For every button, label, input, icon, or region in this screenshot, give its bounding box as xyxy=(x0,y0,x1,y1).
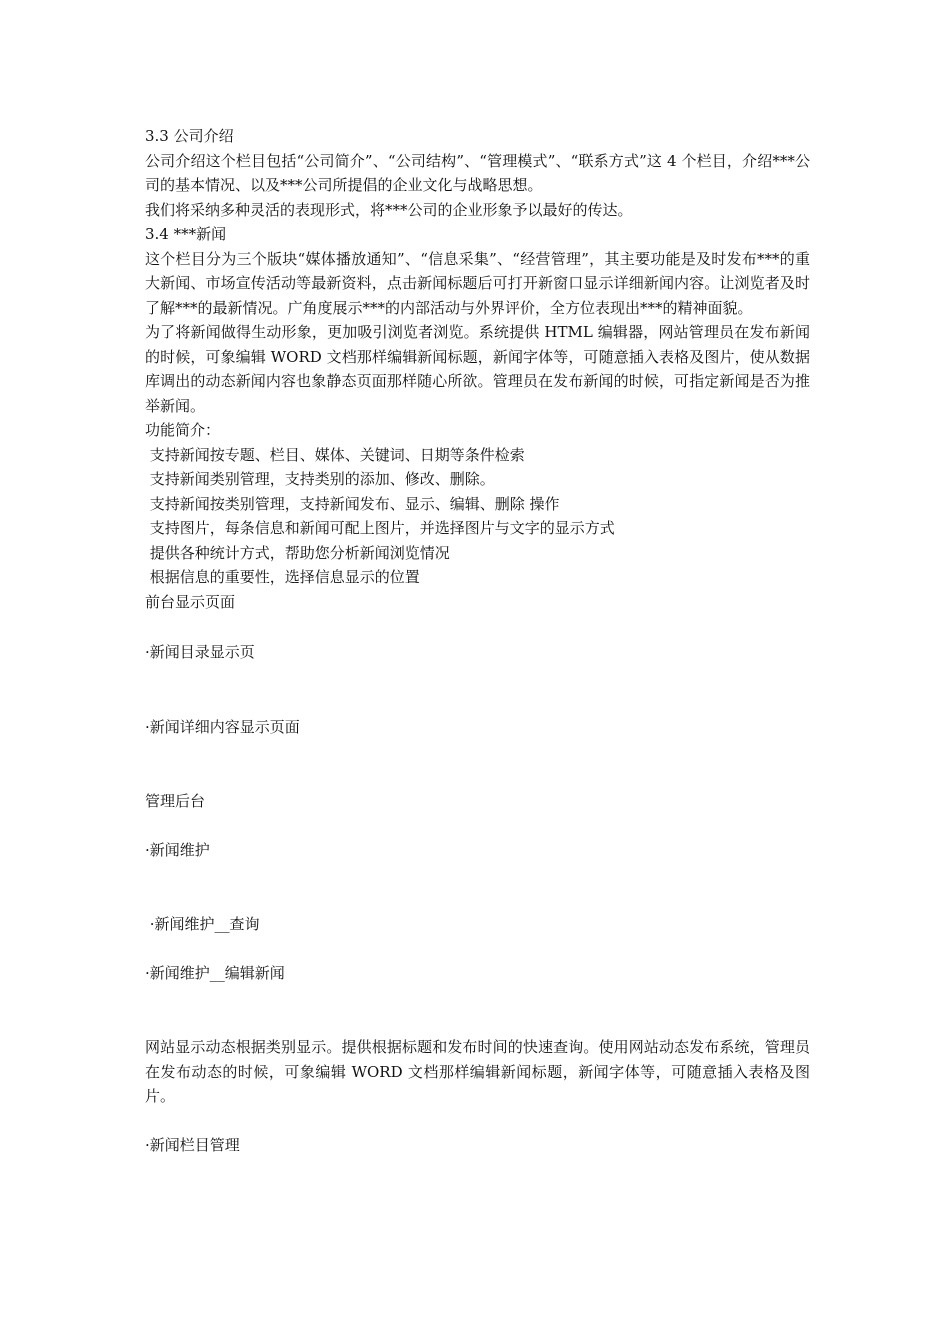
company-intro-paragraph: 公司介绍这个栏目包括“公司简介”、“公司结构”、“管理模式”、“联系方式”这 4 个栏目，介绍***公司的基本情况、以及***公司所提倡的企业文化与战略思想。 xyxy=(145,151,810,194)
news-paragraph: 这个栏目分为三个版块“媒体播放通知”、“信息采集”、“经营管理”，其主要功能是及时发布***的重大新闻、市场宣传活动等最新资料，点击新闻标题后可打开新窗口显示详细新闻内容。让浏览者及时了解***的最新情况。广角度展示***的内部活动与外界评价，全方位表现出***的精神面貌。 xyxy=(145,249,810,317)
feature-item: 提供各种统计方式，帮助您分析新闻浏览情况 xyxy=(145,543,450,562)
document-body xyxy=(145,124,810,1157)
feature-item: 支持新闻按专题、栏目、媒体、关键词、日期等条件检索 xyxy=(145,445,525,464)
section-heading-company-intro: 3.3 公司介绍 xyxy=(145,127,234,145)
backend-item-news-category: ·新闻栏目管理 xyxy=(145,1135,240,1154)
news-editor-paragraph: 为了将新闻做得生动形象，更加吸引浏览者浏览。系统提供 HTML 编辑器，网站管理员在发布新闻的时候，可象编辑 WORD 文档那样编辑新闻标题，新闻字体等，可随意插入表格及图片，使从数据库调出的动态新闻内容也象静态页面那样随心所欲。管理员在发布新闻的时候，可指定新闻是否为推举新闻。 xyxy=(145,323,810,415)
section-heading-news: 3.4 ***新闻 xyxy=(145,225,227,243)
frontend-item-news-detail: ·新闻详细内容显示页面 xyxy=(145,717,300,736)
feature-item: 支持新闻按类别管理，支持新闻发布、显示、编辑、删除 操作 xyxy=(145,494,560,513)
backend-item-news-maintain: ·新闻维护 xyxy=(145,840,210,859)
feature-item: 支持新闻类别管理，支持类别的添加、修改、删除。 xyxy=(145,470,495,488)
feature-item: 根据信息的重要性，选择信息显示的位置 xyxy=(145,568,420,586)
backend-item-news-query: ·新闻维护__查询 xyxy=(145,915,260,933)
frontend-heading: 前台显示页面 xyxy=(145,592,236,611)
company-intro-paragraph-2: 我们将采纳多种灵活的表现形式，将***公司的企业形象予以最好的传达。 xyxy=(145,200,633,219)
feature-item: 支持图片，每条信息和新闻可配上图片，并选择图片与文字的显示方式 xyxy=(145,519,615,537)
backend-paragraph: 网站显示动态根据类别显示。提供根据标题和发布时间的快速查询。使用网站动态发布系统，管理员在发布动态的时候，可象编辑 WORD 文档那样编辑新闻标题，新闻字体等，可随意插入表格及图片。 xyxy=(145,1038,810,1105)
features-heading: 功能简介： xyxy=(145,421,221,439)
backend-item-news-edit: ·新闻维护__编辑新闻 xyxy=(145,963,285,982)
features-list xyxy=(145,443,810,590)
backend-heading: 管理后台 xyxy=(145,792,206,810)
frontend-item-news-list: ·新闻目录显示页 xyxy=(145,643,255,661)
